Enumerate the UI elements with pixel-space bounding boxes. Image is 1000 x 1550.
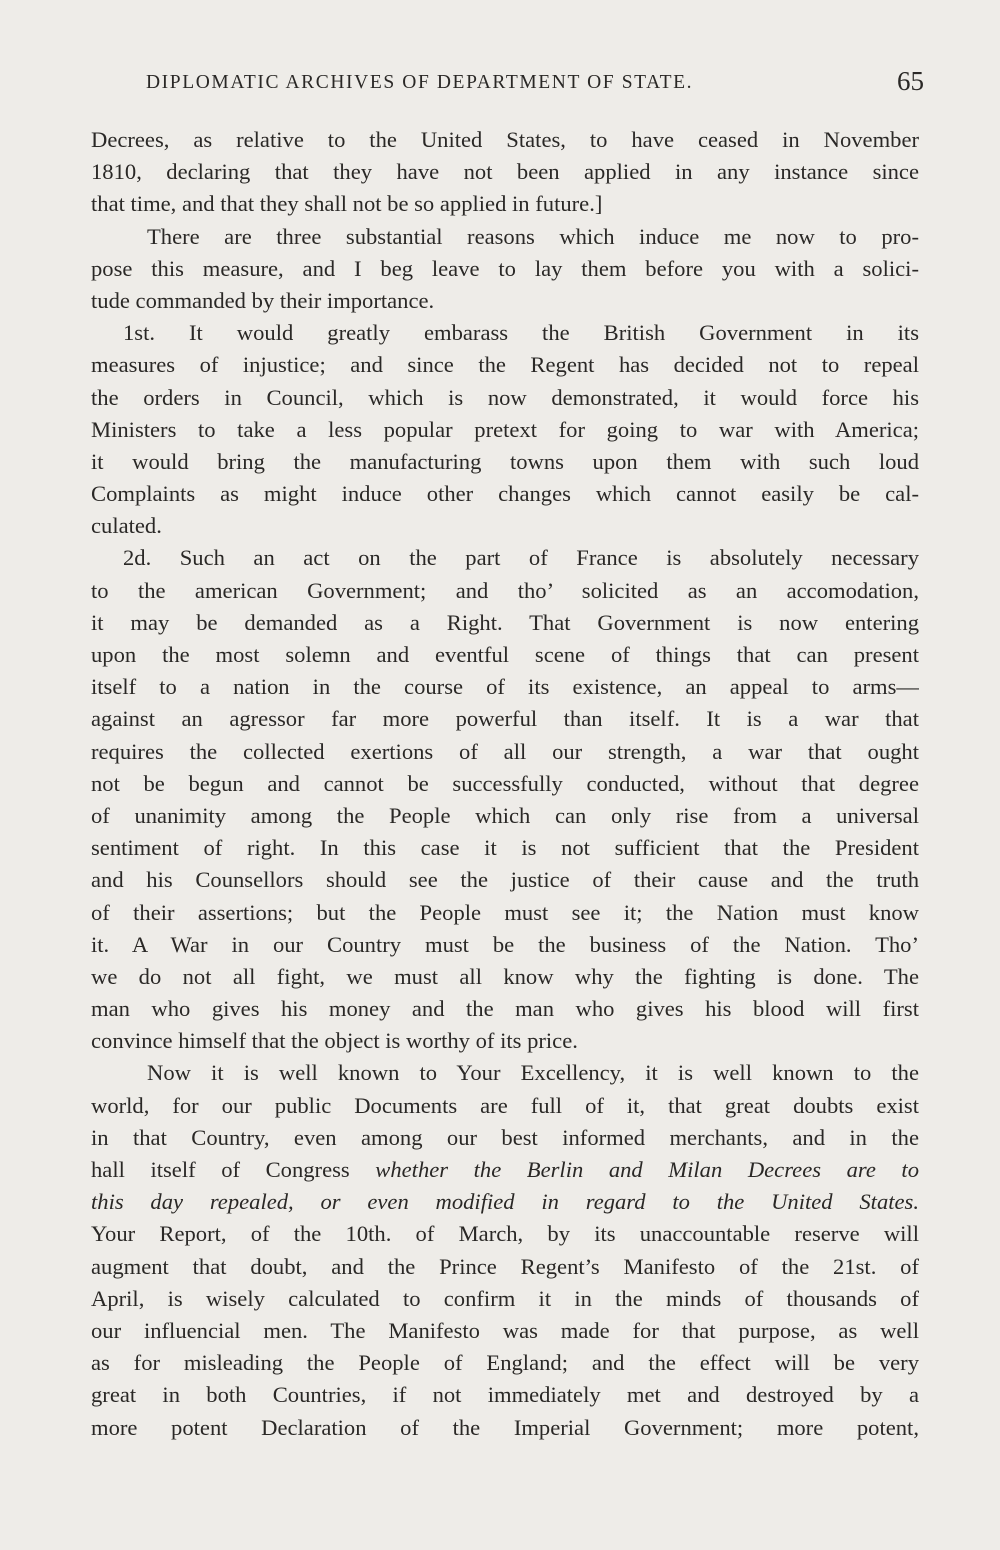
text-line: it may be demanded as a Right. That Government is now entering xyxy=(91,609,919,635)
text-line: requires the collected exertions of all our strength, a war that ought xyxy=(91,738,919,764)
text-line: not be begun and cannot be successfully conducted, without that degree xyxy=(91,770,919,796)
text-line: that time, and that they shall not be so applied in future.] xyxy=(91,191,603,217)
text-line: the orders in Council, which is now demonstrated, it would force his xyxy=(91,384,919,410)
page-number: 65 xyxy=(897,66,924,96)
text-line: as for misleading the People of England; and the effect will be very xyxy=(91,1350,919,1376)
text-line: 2d. Such an act on the part of France is absolutely necessary xyxy=(123,545,919,571)
text-line: it would bring the manufacturing towns upon them with such loud xyxy=(91,448,919,474)
text-line: of their assertions; but the People must see it; the Nation must know xyxy=(91,899,919,925)
text-line: more potent Declaration of the Imperial Government; more potent, xyxy=(91,1414,919,1440)
text-line: man who gives his money and the man who gives his blood will first xyxy=(91,996,919,1022)
text-line: culated. xyxy=(91,513,162,539)
text-line: great in both Countries, if not immediately met and destroyed by a xyxy=(91,1382,919,1408)
text-line: against an agressor far more powerful than itself. It is a war that xyxy=(91,706,919,732)
text-line: and his Counsellors should see the justice of their cause and the truth xyxy=(91,867,919,893)
text-line: our influencial men. The Manifesto was made for that purpose, as well xyxy=(91,1317,919,1343)
text-line: pose this measure, and I beg leave to lay them before you with a solici- xyxy=(91,255,919,281)
text-line: of unanimity among the People which can only rise from a universal xyxy=(91,802,919,828)
text-line: in that Country, even among our best informed merchants, and in the xyxy=(91,1124,919,1150)
text-line: Your Report, of the 10th. of March, by its unaccountable reserve will xyxy=(91,1221,919,1247)
text-line: Decrees, as relative to the United States, to have ceased in November xyxy=(91,127,919,152)
text-line: to the american Government; and tho’ solicited as an accomodation, xyxy=(91,577,919,603)
text-line: measures of injustice; and since the Regent has decided not to repeal xyxy=(91,352,919,378)
running-head: DIPLOMATIC ARCHIVES OF DEPARTMENT OF STATE. xyxy=(146,72,694,93)
text-line: sentiment of right. In this case it is not sufficient that the President xyxy=(91,835,919,861)
page-header xyxy=(146,68,926,108)
text-line: Ministers to take a less popular pretext for going to war with America; xyxy=(91,416,919,442)
body-text xyxy=(91,124,919,1444)
italic-text-line: this day repealed, or even modified in regard to the United States. xyxy=(91,1189,919,1215)
text-line: it. A War in our Country must be the business of the Nation. Tho’ xyxy=(91,931,919,957)
text-line: convince himself that the object is worthy of its price. xyxy=(91,1028,578,1054)
text-line: April, is wisely calculated to confirm it in the minds of thousands of xyxy=(91,1285,919,1311)
text-line: 1st. It would greatly embarass the British Government in its xyxy=(123,320,919,346)
text-line: There are three substantial reasons which induce me now to pro- xyxy=(147,223,919,249)
text-line: tude commanded by their importance. xyxy=(91,287,435,313)
text-line: Complaints as might induce other changes which cannot easily be cal- xyxy=(91,481,919,507)
text-line: upon the most solemn and eventful scene of things that can present xyxy=(91,642,919,667)
text-line-mixed xyxy=(91,1154,919,1186)
text-line: Now it is well known to Your Excellency, it is well known to the xyxy=(147,1060,919,1086)
text-line: world, for our public Documents are full of it, that great doubts exist xyxy=(91,1092,919,1118)
text-line: augment that doubt, and the Prince Regent’s Manifesto of the 21st. of xyxy=(91,1253,919,1279)
text-line: itself to a nation in the course of its existence, an appeal to arms— xyxy=(91,674,919,700)
text-line: 1810, declaring that they have not been applied in any instance since xyxy=(91,159,919,185)
italic-text-span: whether the Berlin and Milan Decrees are to xyxy=(375,1157,919,1182)
text-line: we do not all fight, we must all know why the fighting is done. The xyxy=(91,963,919,989)
text-span: hall itself of Congress xyxy=(91,1157,350,1182)
